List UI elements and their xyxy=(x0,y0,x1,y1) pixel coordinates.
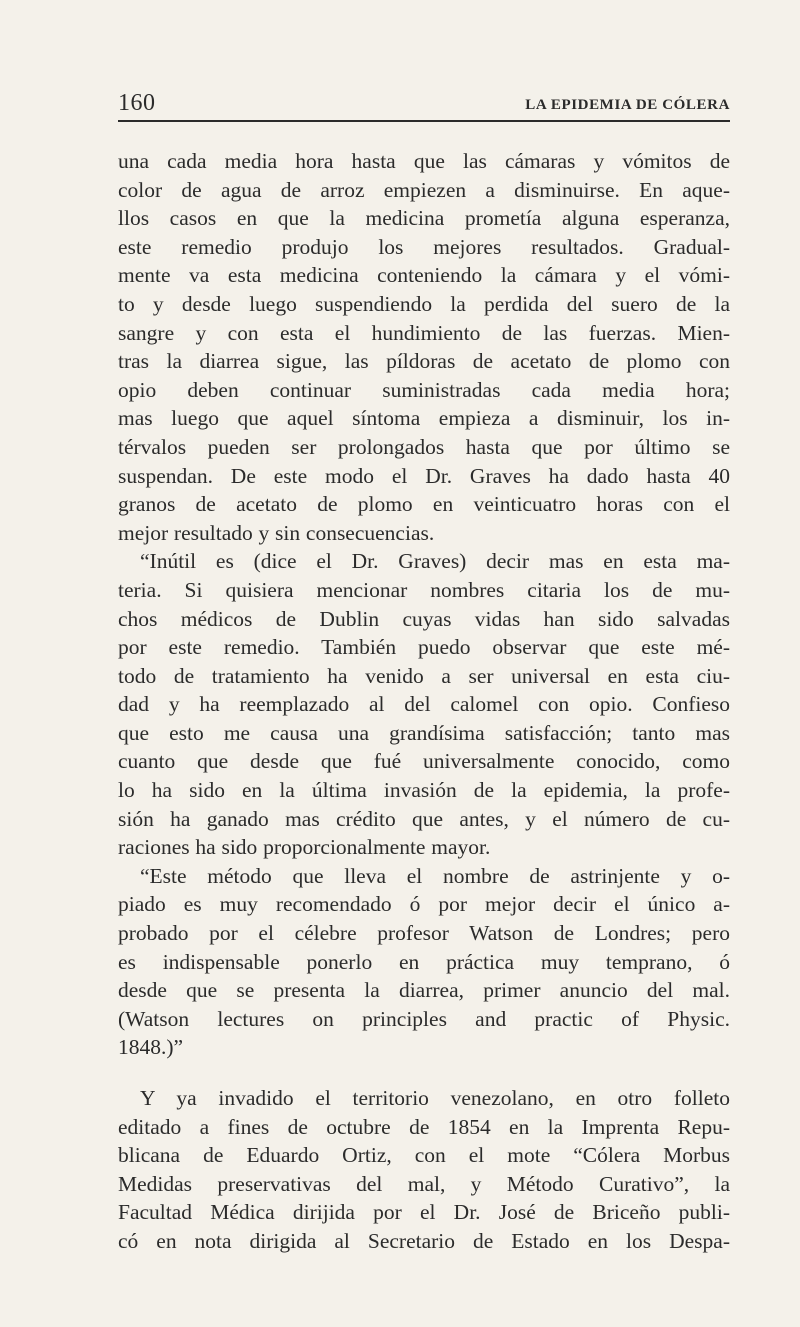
text-line: desde que se presenta la diarrea, primer anuncio del mal. xyxy=(118,978,730,1003)
paragraph-3 xyxy=(118,862,730,1062)
text-line: mente va esta medicina conteniendo la cámara y el vómi- xyxy=(118,263,730,288)
text-line: có en nota dirigida al Secretario de Estado en los Despa- xyxy=(118,1228,730,1253)
text-line: es indispensable ponerlo en práctica muy temprano, ó xyxy=(118,949,730,974)
text-line: teria. Si quisiera mencionar nombres citaria los de mu- xyxy=(118,577,730,602)
text-line: una cada media hora hasta que las cámaras y vómitos de xyxy=(118,149,730,173)
text-line: suspendan. De este modo el Dr. Graves ha dado hasta 40 xyxy=(118,463,730,488)
paragraph-4 xyxy=(118,1084,730,1256)
text-line: tras la diarrea sigue, las píldoras de acetato de plomo con xyxy=(118,349,730,374)
text-line: piado es muy recomendado ó por mejor decir el único a- xyxy=(118,892,730,917)
text-line: granos de acetato de plomo en veinticuatro horas con el xyxy=(118,492,730,517)
text-line: por este remedio. También puedo observar que este mé- xyxy=(118,635,730,660)
text-line: mejor resultado y sin consecuencias. xyxy=(118,520,435,545)
text-line: blicana de Eduardo Ortiz, con el mote “Cólera Morbus xyxy=(118,1143,730,1168)
text-line: lo ha sido en la última invasión de la epidemia, la profe- xyxy=(118,778,730,803)
text-line: mas luego que aquel síntoma empieza a disminuir, los in- xyxy=(118,406,730,431)
text-line: dad y ha reemplazado al del calomel con opio. Confieso xyxy=(118,692,730,717)
text-line: raciones ha sido proporcionalmente mayor. xyxy=(118,835,491,860)
text-line: este remedio produjo los mejores resultados. Gradual- xyxy=(118,234,730,259)
paragraph-2 xyxy=(118,547,730,862)
text-line: “Inútil es (dice el Dr. Graves) decir mas en esta ma- xyxy=(140,549,730,574)
text-line: editado a fines de octubre de 1854 en la Imprenta Repu- xyxy=(118,1114,730,1139)
text-line: sión ha ganado mas crédito que antes, y el número de cu- xyxy=(118,806,730,831)
text-line: chos médicos de Dublin cuyas vidas han sido salvadas xyxy=(118,606,730,631)
text-line: sangre y con esta el hundimiento de las fuerzas. Mien- xyxy=(118,320,730,345)
text-line: (Watson lectures on principles and practic of Physic. xyxy=(118,1006,730,1031)
text-line: cuanto que desde que fué universalmente conocido, como xyxy=(118,749,730,774)
text-line: 1848.)” xyxy=(118,1035,184,1060)
text-line: Medidas preservativas del mal, y Método Curativo”, la xyxy=(118,1171,730,1196)
paragraph-gap xyxy=(118,1062,730,1084)
text-line: probado por el célebre profesor Watson de Londres; pero xyxy=(118,921,730,946)
paragraph-1 xyxy=(118,147,730,547)
text-line: color de agua de arroz empiezen a disminuirse. En aque- xyxy=(118,177,730,202)
text-line: “Este método que lleva el nombre de astrinjente y o- xyxy=(140,863,730,888)
text-line: to y desde luego suspendiendo la perdida del suero de la xyxy=(118,291,730,316)
page-number: 160 xyxy=(118,90,156,116)
text-line: Y ya invadido el territorio venezolano, en otro folleto xyxy=(140,1086,730,1110)
text-line: térvalos pueden ser prolongados hasta que por último se xyxy=(118,434,730,459)
text-line: que esto me causa una grandísima satisfacción; tanto mas xyxy=(118,720,730,745)
text-line: Facultad Médica dirijida por el Dr. José de Briceño publi- xyxy=(118,1200,730,1225)
running-header xyxy=(118,86,730,122)
text-line: opio deben continuar suministradas cada media hora; xyxy=(118,377,730,402)
text-line: llos casos en que la medicina prometía alguna esperanza, xyxy=(118,206,730,231)
text-line: todo de tratamiento ha venido a ser universal en esta ciu- xyxy=(118,663,730,688)
running-title: LA EPIDEMIA DE CÓLERA xyxy=(525,97,730,113)
